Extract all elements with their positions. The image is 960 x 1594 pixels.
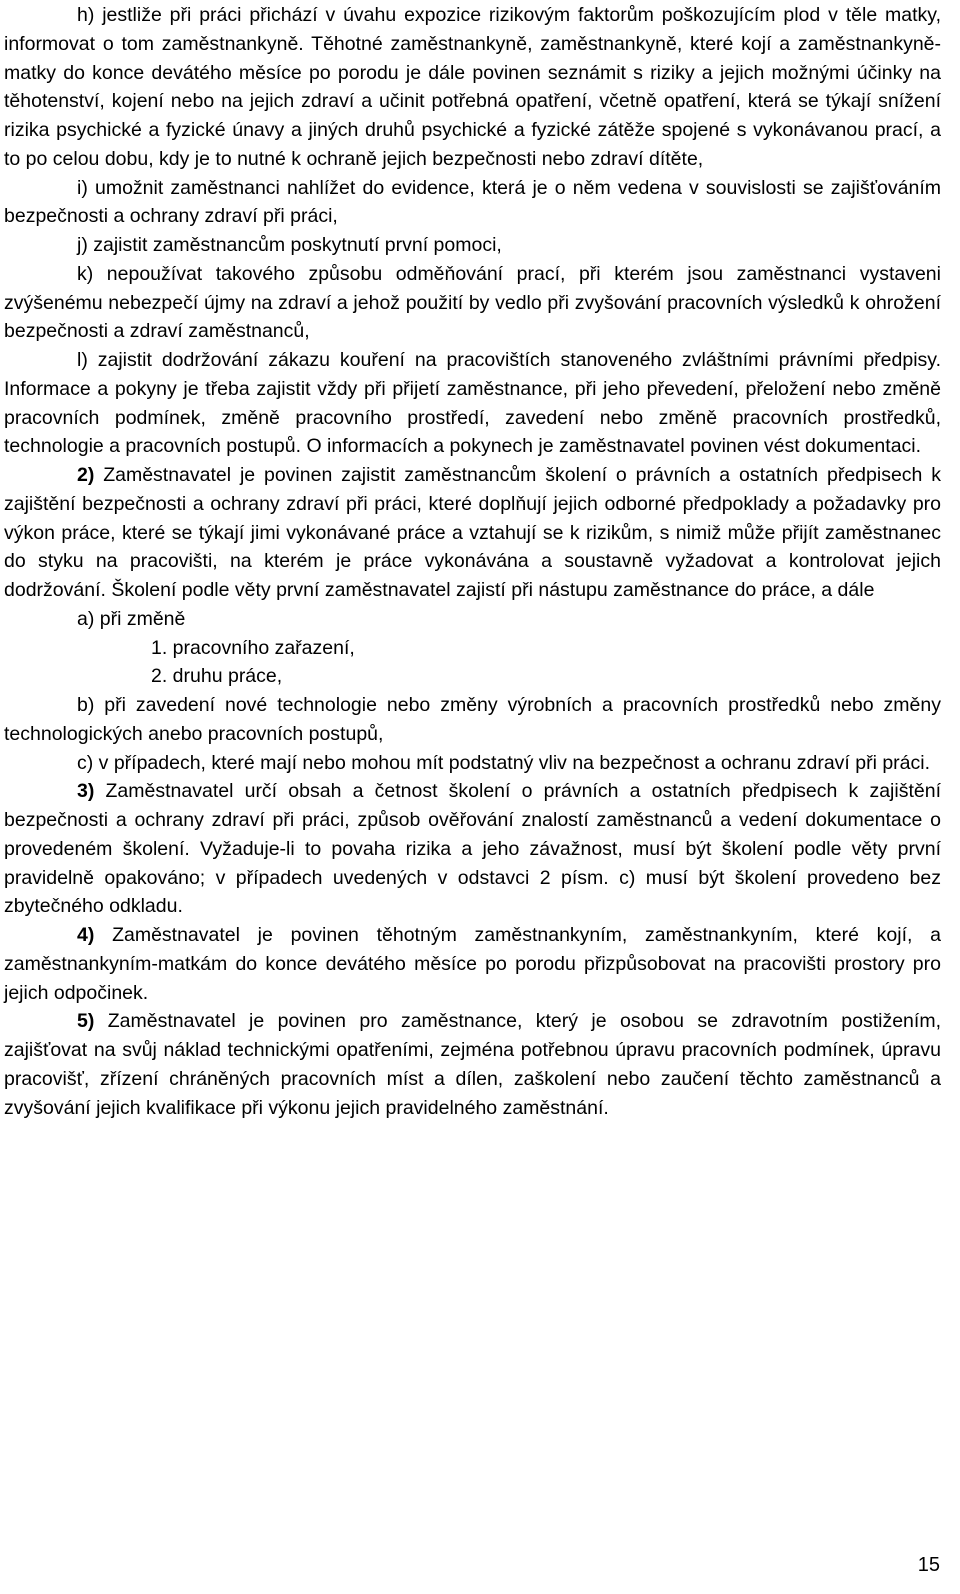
paragraph-text: b) při zavedení nové technologie nebo změny výrobních a pracovních prostředků nebo změny technologických anebo pracovních postupů, [4,694,941,745]
paragraph-text: c) v případech, které mají nebo mohou mít podstatný vliv na bezpečnost a ochranu zdraví při práci. [77,751,931,774]
paragraph-text: i) umožnit zaměstnanci nahlížet do evidence, která je o něm vedena v souvislosti se zajišťováním bezpečnosti a ochrany zdraví při práci, [4,176,941,228]
paragraph-l [4,346,941,461]
paragraph-text: l) zajistit dodržování zákazu kouření na pracovištích stanoveného zvláštními právními předpisy. Informace a pokyny je třeba zajistit vždy při přijetí zaměstnance, při jeho převedení, přeložení nebo změně pracovních podmínek, změně pracovního prostředí, zavedení nebo změně pracovních prostředků, technologie a pracovních postupů. O informacích a pokynech je zaměstnavatel povinen vést dokumentaci. [4,349,941,458]
subitem-2 [4,662,941,691]
paragraph-text: 2. druhu práce, [151,665,283,688]
paragraph-h [4,1,941,174]
section-3 [4,777,941,921]
paragraph-text: Zaměstnavatel je povinen pro zaměstnance, který je osobou se zdravotním postižením, zajišťovat na svůj náklad technickými opatřeními, zejména potřebnou úpravu pracovních podmínek, úpravu pracovišť, zřízení chráněných pracovních míst a dílen, zaškolení nebo zaučení těchto zaměstnanců a zvyšování jejich kvalifikace při výkonu jejich pravidelného zaměstnání. [4,1010,941,1119]
section-4 [4,921,941,1007]
section-number: 4) [77,924,95,946]
paragraph-j [4,231,941,260]
paragraph-text: Zaměstnavatel je povinen zajistit zaměstnancům školení o právních a ostatních předpisech k zajištění bezpečnosti a ochrany zdraví při práci, které doplňují jejich odborné předpoklady a požadavky pro výkon práce, které se týkají jimi vykonávané práce a vztahují se k rizikům, s nimiž může přijít zaměstnanec do styku na pracovišti, na kterém je práce vykonávána a soustavně vyžadovat a kontrolovat jejich dodržování. Školení podle věty první zaměstnavatel zajistí při nástupu zaměstnance do práce, a dále [4,464,941,601]
section-5 [4,1007,941,1122]
paragraph-text: Zaměstnavatel určí obsah a četnost školení o právních a ostatních předpisech k zajištění bezpečnosti a ochrany zdraví při práci, způsob ověřování znalostí zaměstnanců a vedení dokumentace o provedeném školení. Vyžaduje-li to povaha rizika a jeho závažnost, musí být školení podle věty první pravidelně opakováno; v případech uvedených v odstavci 2 písm. c) musí být školení provedeno bez zbytečného odkladu. [4,780,941,918]
paragraph-text: j) zajistit zaměstnancům poskytnutí první pomoci, [77,234,502,256]
item-c [4,749,941,778]
section-number: 5) [77,1010,95,1033]
paragraph-text: 1. pracovního zařazení, [151,636,355,659]
paragraph-text: a) při změně [77,607,186,630]
page-number: 15 [917,1554,940,1576]
paragraph-k [4,260,941,346]
section-number: 3) [77,780,95,803]
paragraph-text: Zaměstnavatel je povinen těhotným zaměstnankyním, zaměstnankyním, které kojí, a zaměstnankyním-matkám do konce devátého měsíce po porodu přizpůsobovat na pracovišti prostory pro jejich odpočinek. [4,924,941,1004]
paragraph-i [4,174,941,232]
paragraph-text: k) nepoužívat takového způsobu odměňování prací, při kterém jsou zaměstnanci vystaveni zvýšenému nebezpečí újmy na zdraví a jehož použití by vedlo při zvyšování pracovních výsledků k ohrožení bezpečnosti a zdraví zaměstnanců, [4,262,941,343]
item-b [4,691,941,749]
section-number: 2) [77,464,95,486]
document-page [4,1,941,1122]
item-a [4,605,941,634]
section-2 [4,461,941,605]
paragraph-text: h) jestliže při práci přichází v úvahu expozice rizikovým faktorům poškozujícím plod v těle matky, informovat o tom zaměstnankyně. Těhotné zaměstnankyně, zaměstnankyně, které kojí a zaměstnankyně-matky do konce devátého měsíce po porodu je dále povinen seznámit s riziky a jejich možnými účinky na těhotenství, kojení nebo na jejich zdraví a učinit potřebná opatření, včetně opatření, která se týkají snížení rizika psychické a fyzické únavy a jiných druhů psychické a fyzické zátěže spojené s vykonávanou prací, a to po celou dobu, kdy je to nutné k ochraně jejich bezpečnosti nebo zdraví dítěte, [4,4,941,170]
subitem-1 [4,634,941,663]
